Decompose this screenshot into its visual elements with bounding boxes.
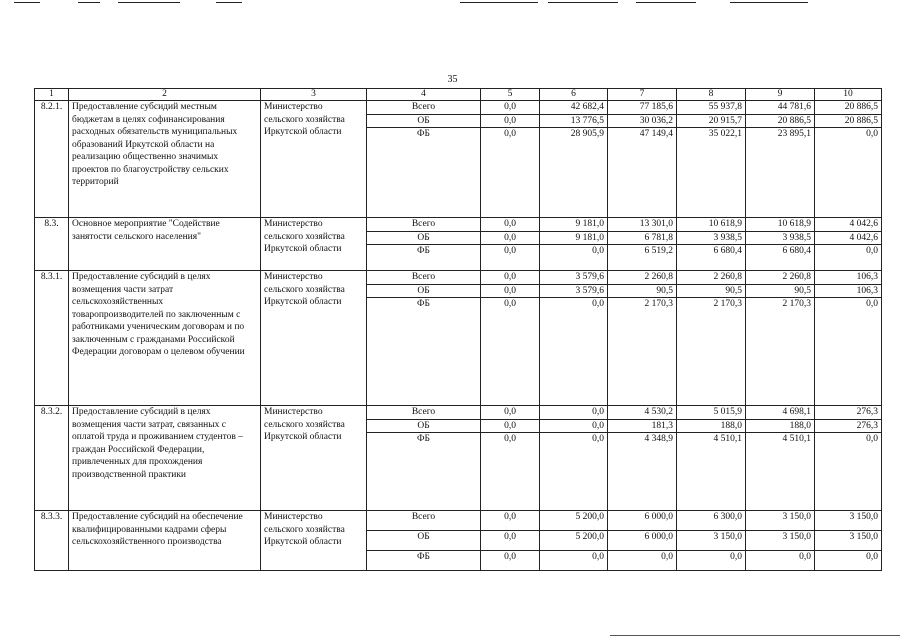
row-executor: Министерство сельского хозяйства Иркутской области — [261, 406, 367, 511]
value-cell: 13 301,0 — [608, 218, 677, 232]
source-label: ФБ — [367, 433, 481, 511]
source-label: ОБ — [367, 231, 481, 245]
value-cell: 276,3 — [815, 419, 882, 433]
row-executor: Министерство сельского хозяйства Иркутской области — [261, 511, 367, 571]
value-cell: 4 530,2 — [608, 406, 677, 420]
value-cell: 0,0 — [540, 419, 608, 433]
value-cell: 3 150,0 — [746, 531, 815, 551]
col-header: 8 — [677, 89, 746, 101]
value-cell: 0,0 — [481, 511, 540, 531]
row-name: Предоставление субсидий местным бюджетам в целях софинансирования расходных обязательств муниципальных образований Иркутской области на реализацию общественно значимых проектов по благоустройству сельских территорий — [69, 101, 261, 218]
value-cell: 6 000,0 — [608, 511, 677, 531]
row-name: Основное мероприятие "Содействие занятости сельского населения" — [69, 218, 261, 271]
value-cell: 2 170,3 — [677, 298, 746, 406]
value-cell: 0,0 — [481, 101, 540, 115]
value-cell: 4 348,9 — [608, 433, 677, 511]
value-cell: 6 781,8 — [608, 231, 677, 245]
page-number: 35 — [447, 74, 458, 85]
value-cell: 0,0 — [481, 419, 540, 433]
value-cell: 181,3 — [608, 419, 677, 433]
value-cell: 3 150,0 — [746, 511, 815, 531]
top-rule — [548, 2, 618, 3]
value-cell: 2 170,3 — [746, 298, 815, 406]
source-label: ФБ — [367, 298, 481, 406]
row-code: 8.2.1. — [35, 101, 69, 218]
value-cell: 5 200,0 — [540, 531, 608, 551]
value-cell: 10 618,9 — [746, 218, 815, 232]
col-header: 7 — [608, 89, 677, 101]
value-cell: 3 938,5 — [677, 231, 746, 245]
value-cell: 2 260,8 — [608, 271, 677, 285]
row-name: Предоставление субсидий в целях возмещения части затрат сельскохозяйственных товаропроизводителей по заключенным с работниками ученическим договорам и по заключенным с гражданами Российской Федерации договорам о целевом обучении — [69, 271, 261, 406]
source-label: ОБ — [367, 531, 481, 551]
value-cell: 4 510,1 — [677, 433, 746, 511]
col-header: 2 — [69, 89, 261, 101]
bottom-rule — [610, 635, 900, 636]
source-label: ОБ — [367, 284, 481, 298]
value-cell: 3 150,0 — [677, 531, 746, 551]
value-cell: 0,0 — [481, 218, 540, 232]
value-cell: 0,0 — [481, 128, 540, 218]
col-header: 6 — [540, 89, 608, 101]
budget-table — [34, 88, 882, 571]
value-cell: 188,0 — [746, 419, 815, 433]
source-label: Всего — [367, 406, 481, 420]
table-row — [35, 101, 882, 115]
value-cell: 90,5 — [677, 284, 746, 298]
value-cell: 9 181,0 — [540, 231, 608, 245]
source-label: ОБ — [367, 114, 481, 128]
value-cell: 20 886,5 — [746, 114, 815, 128]
value-cell: 0,0 — [815, 433, 882, 511]
value-cell: 0,0 — [608, 551, 677, 571]
source-label: ОБ — [367, 419, 481, 433]
value-cell: 3 938,5 — [746, 231, 815, 245]
value-cell: 0,0 — [481, 551, 540, 571]
top-rule — [78, 2, 100, 3]
row-code: 8.3. — [35, 218, 69, 271]
value-cell: 3 150,0 — [815, 511, 882, 531]
value-cell: 0,0 — [540, 245, 608, 271]
value-cell: 0,0 — [540, 433, 608, 511]
value-cell: 0,0 — [746, 551, 815, 571]
col-header: 9 — [746, 89, 815, 101]
value-cell: 6 300,0 — [677, 511, 746, 531]
source-label: ФБ — [367, 128, 481, 218]
value-cell: 90,5 — [746, 284, 815, 298]
value-cell: 20 915,7 — [677, 114, 746, 128]
value-cell: 35 022,1 — [677, 128, 746, 218]
value-cell: 4 510,1 — [746, 433, 815, 511]
value-cell: 77 185,6 — [608, 101, 677, 115]
value-cell: 188,0 — [677, 419, 746, 433]
value-cell: 6 680,4 — [677, 245, 746, 271]
row-executor: Министерство сельского хозяйства Иркутской области — [261, 271, 367, 406]
value-cell: 0,0 — [540, 551, 608, 571]
value-cell: 106,3 — [815, 271, 882, 285]
source-label: ФБ — [367, 551, 481, 571]
value-cell: 0,0 — [481, 531, 540, 551]
col-header: 5 — [481, 89, 540, 101]
value-cell: 0,0 — [481, 271, 540, 285]
value-cell: 10 618,9 — [677, 218, 746, 232]
row-executor: Министерство сельского хозяйства Иркутской области — [261, 218, 367, 271]
value-cell: 42 682,4 — [540, 101, 608, 115]
col-header: 4 — [367, 89, 481, 101]
value-cell: 4 042,6 — [815, 218, 882, 232]
value-cell: 2 260,8 — [677, 271, 746, 285]
value-cell: 0,0 — [481, 298, 540, 406]
value-cell: 0,0 — [481, 284, 540, 298]
value-cell: 0,0 — [481, 114, 540, 128]
source-label: ФБ — [367, 245, 481, 271]
value-cell: 5 015,9 — [677, 406, 746, 420]
top-rule — [14, 2, 40, 3]
value-cell: 0,0 — [481, 231, 540, 245]
value-cell: 90,5 — [608, 284, 677, 298]
top-rule — [216, 2, 242, 3]
row-code: 8.3.1. — [35, 271, 69, 406]
value-cell: 4 698,1 — [746, 406, 815, 420]
value-cell: 6 680,4 — [746, 245, 815, 271]
value-cell: 0,0 — [815, 298, 882, 406]
value-cell: 0,0 — [815, 551, 882, 571]
value-cell: 23 895,1 — [746, 128, 815, 218]
value-cell: 0,0 — [540, 406, 608, 420]
top-rule — [730, 2, 808, 3]
value-cell: 0,0 — [815, 128, 882, 218]
row-name: Предоставление субсидий на обеспечение квалифицированными кадрами сферы сельскохозяйственного производства — [69, 511, 261, 571]
source-label: Всего — [367, 101, 481, 115]
value-cell: 0,0 — [815, 245, 882, 271]
value-cell: 44 781,6 — [746, 101, 815, 115]
row-name: Предоставление субсидий в целях возмещения части затрат, связанных с оплатой труда и проживанием студентов – граждан Российской Федерации, привлеченных для прохождения производственной практики — [69, 406, 261, 511]
value-cell: 30 036,2 — [608, 114, 677, 128]
value-cell: 3 150,0 — [815, 531, 882, 551]
value-cell: 6 000,0 — [608, 531, 677, 551]
value-cell: 47 149,4 — [608, 128, 677, 218]
row-code: 8.3.3. — [35, 511, 69, 571]
row-executor: Министерство сельского хозяйства Иркутской области — [261, 101, 367, 218]
table-row — [35, 271, 882, 285]
source-label: Всего — [367, 511, 481, 531]
value-cell: 20 886,5 — [815, 114, 882, 128]
value-cell: 6 519,2 — [608, 245, 677, 271]
source-label: Всего — [367, 218, 481, 232]
value-cell: 9 181,0 — [540, 218, 608, 232]
value-cell: 28 905,9 — [540, 128, 608, 218]
value-cell: 2 260,8 — [746, 271, 815, 285]
value-cell: 2 170,3 — [608, 298, 677, 406]
value-cell: 55 937,8 — [677, 101, 746, 115]
value-cell: 0,0 — [677, 551, 746, 571]
top-rule — [460, 2, 538, 3]
col-header: 10 — [815, 89, 882, 101]
table-row — [35, 511, 882, 531]
top-rule — [118, 2, 180, 3]
top-rule — [636, 2, 696, 3]
col-header: 3 — [261, 89, 367, 101]
value-cell: 3 579,6 — [540, 271, 608, 285]
table-row — [35, 218, 882, 232]
col-header: 1 — [35, 89, 69, 101]
value-cell: 5 200,0 — [540, 511, 608, 531]
row-code: 8.3.2. — [35, 406, 69, 511]
value-cell: 0,0 — [540, 298, 608, 406]
value-cell: 13 776,5 — [540, 114, 608, 128]
value-cell: 0,0 — [481, 245, 540, 271]
value-cell: 106,3 — [815, 284, 882, 298]
value-cell: 3 579,6 — [540, 284, 608, 298]
header-row — [35, 89, 882, 101]
source-label: Всего — [367, 271, 481, 285]
value-cell: 276,3 — [815, 406, 882, 420]
value-cell: 20 886,5 — [815, 101, 882, 115]
value-cell: 0,0 — [481, 406, 540, 420]
value-cell: 0,0 — [481, 433, 540, 511]
value-cell: 4 042,6 — [815, 231, 882, 245]
table-row — [35, 406, 882, 420]
